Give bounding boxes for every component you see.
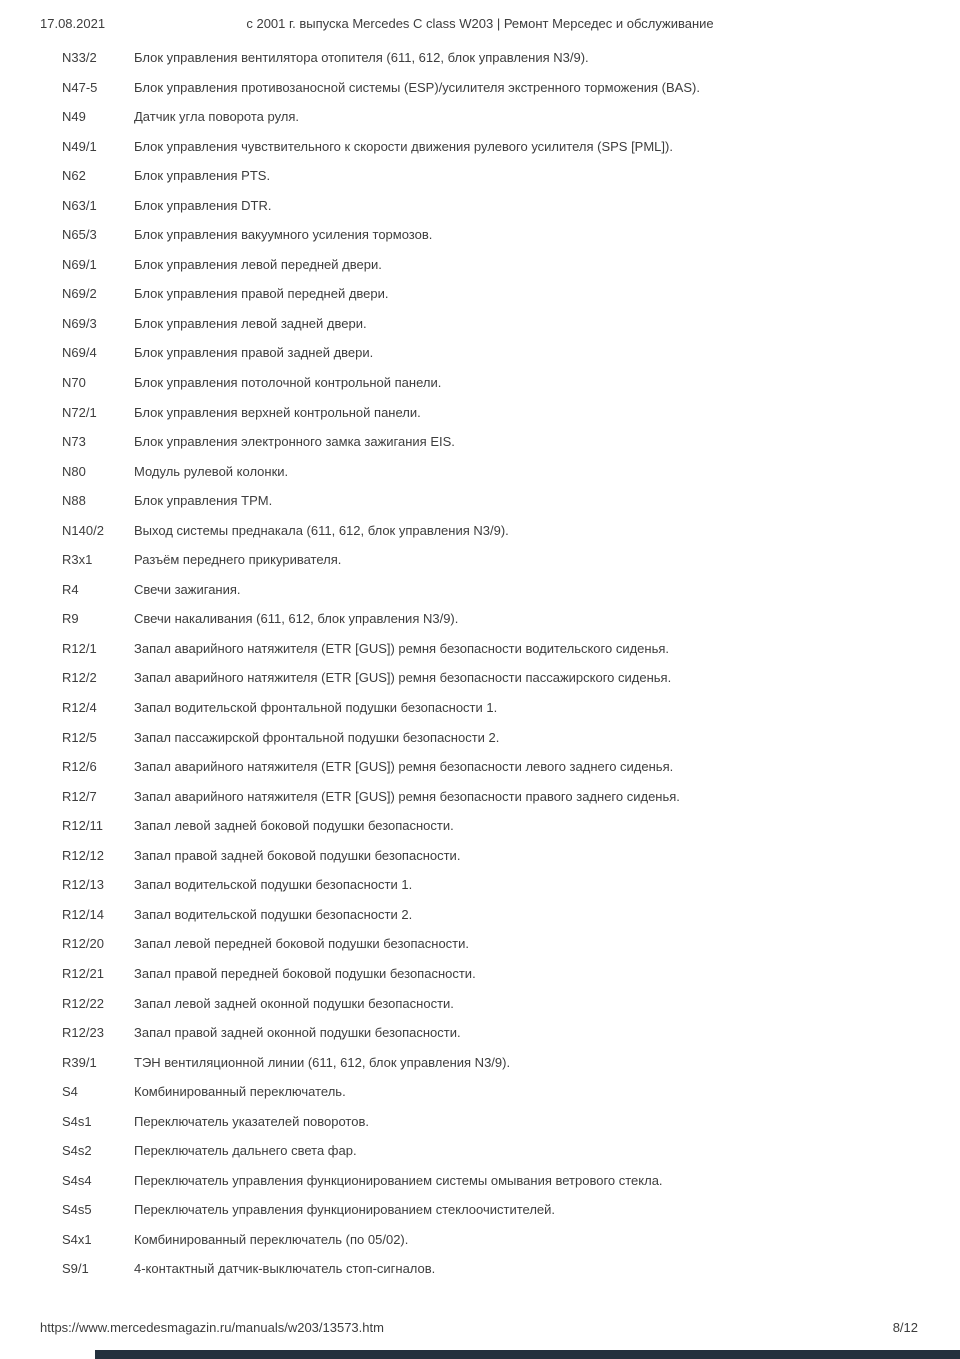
component-row bbox=[0, 109, 960, 139]
component-description: Блок управления вентилятора отопителя (611, 612, блок управления N3/9). bbox=[134, 50, 589, 65]
component-row bbox=[0, 50, 960, 80]
component-row bbox=[0, 493, 960, 523]
component-row bbox=[0, 700, 960, 730]
component-description: Блок управления DTR. bbox=[134, 197, 272, 213]
component-row bbox=[0, 818, 960, 848]
component-code: N69/3 bbox=[62, 315, 97, 331]
component-row bbox=[0, 907, 960, 937]
component-description: Запал правой задней оконной подушки безопасности. bbox=[134, 1025, 461, 1041]
component-description: Свечи накаливания (611, 612, блок управления N3/9). bbox=[134, 611, 459, 627]
component-row bbox=[0, 227, 960, 257]
component-code: R9 bbox=[62, 611, 79, 627]
component-description: Блок управления вакуумного усиления тормозов. bbox=[134, 227, 433, 243]
component-code: R12/13 bbox=[62, 877, 104, 893]
component-code: N65/3 bbox=[62, 227, 97, 243]
component-description: Блок управления противозаносной системы (ESP)/усилителя экстренного торможения (BAS). bbox=[134, 79, 700, 95]
component-description: Модуль рулевой колонки. bbox=[134, 463, 289, 479]
component-row bbox=[0, 1173, 960, 1203]
component-code: N49 bbox=[62, 109, 86, 125]
component-description: Комбинированный переключатель. bbox=[134, 1084, 346, 1100]
component-row bbox=[0, 198, 960, 228]
component-code: S4x1 bbox=[62, 1231, 92, 1247]
component-description: Блок управления потолочной контрольной панели. bbox=[134, 375, 442, 391]
component-code: R12/1 bbox=[62, 640, 97, 656]
component-code: R12/11 bbox=[62, 818, 103, 834]
component-code: N49/1 bbox=[62, 138, 97, 154]
print-footer bbox=[0, 1320, 960, 1338]
component-description: Запал аварийного натяжителя (ETR [GUS]) ремня безопасности водительского сиденья. bbox=[134, 640, 670, 656]
component-code: N80 bbox=[62, 463, 86, 479]
footer-url: https://www.mercedesmagazin.ru/manuals/w203/13573.htm bbox=[40, 1320, 384, 1335]
component-description: Запал аварийного натяжителя (ETR [GUS]) ремня безопасности левого заднего сиденья. bbox=[134, 759, 674, 775]
component-row bbox=[0, 1143, 960, 1173]
component-description: Запал водительской подушки безопасности 2. bbox=[134, 906, 413, 922]
component-description: Запал правой задней боковой подушки безопасности. bbox=[134, 847, 461, 863]
component-code: S4s4 bbox=[62, 1172, 92, 1188]
component-row bbox=[0, 464, 960, 494]
component-code: R3x1 bbox=[62, 552, 93, 568]
component-description: Запал правой передней боковой подушки безопасности. bbox=[134, 965, 476, 981]
component-code: N72/1 bbox=[62, 404, 97, 420]
component-code: N73 bbox=[62, 434, 86, 450]
component-row bbox=[0, 1232, 960, 1262]
component-description: Блок управления левой задней двери. bbox=[134, 315, 367, 331]
component-row bbox=[0, 611, 960, 641]
component-description: Запал пассажирской фронтальной подушки безопасности 2. bbox=[134, 729, 500, 745]
component-code: N69/2 bbox=[62, 286, 97, 302]
component-row bbox=[0, 1055, 960, 1085]
component-description: ТЭН вентиляционной линии (611, 612, блок управления N3/9). bbox=[134, 1054, 511, 1070]
component-row bbox=[0, 139, 960, 169]
component-description: Переключатель управления функционированием системы омывания ветрового стекла. bbox=[134, 1172, 663, 1188]
component-row bbox=[0, 345, 960, 375]
component-description: Переключатель управления функционированием стеклоочистителей. bbox=[134, 1202, 556, 1218]
component-code: N33/2 bbox=[62, 50, 97, 65]
page-title: с 2001 г. выпуска Mercedes C class W203 | Ремонт Мерседес и обслуживание bbox=[246, 16, 714, 31]
component-description: Блок управления левой передней двери. bbox=[134, 256, 382, 272]
component-row bbox=[0, 257, 960, 287]
component-row bbox=[0, 877, 960, 907]
component-row bbox=[0, 1261, 960, 1291]
component-description: Блок управления верхней контрольной панели. bbox=[134, 404, 421, 420]
component-list bbox=[0, 50, 960, 1291]
component-row bbox=[0, 286, 960, 316]
component-code: R12/4 bbox=[62, 700, 97, 716]
component-code: R12/2 bbox=[62, 670, 97, 686]
component-row bbox=[0, 966, 960, 996]
component-row bbox=[0, 1025, 960, 1055]
component-description: Блок управления TPM. bbox=[134, 493, 273, 509]
component-row bbox=[0, 316, 960, 346]
component-description: Запал водительской фронтальной подушки безопасности 1. bbox=[134, 700, 498, 716]
component-row bbox=[0, 641, 960, 671]
component-description: Блок управления чувствительного к скорости движения рулевого усилителя (SPS [PML]). bbox=[134, 138, 673, 154]
component-code: S4 bbox=[62, 1084, 78, 1100]
component-description: Запал левой задней боковой подушки безопасности. bbox=[134, 818, 454, 834]
component-row bbox=[0, 670, 960, 700]
bottom-edge-bar bbox=[95, 1350, 960, 1359]
component-code: N62 bbox=[62, 168, 86, 184]
component-code: S4s1 bbox=[62, 1113, 92, 1129]
component-row bbox=[0, 730, 960, 760]
component-row bbox=[0, 523, 960, 553]
component-row bbox=[0, 582, 960, 612]
component-code: R12/22 bbox=[62, 995, 104, 1011]
component-description: Блок управления правой передней двери. bbox=[134, 286, 389, 302]
print-date: 17.08.2021 bbox=[40, 16, 106, 31]
component-description: Блок управления электронного замка зажигания EIS. bbox=[134, 434, 455, 450]
component-code: R12/23 bbox=[62, 1025, 104, 1041]
component-row bbox=[0, 848, 960, 878]
component-description: Запал водительской подушки безопасности 1. bbox=[134, 877, 413, 893]
component-row bbox=[0, 434, 960, 464]
component-code: N63/1 bbox=[62, 197, 97, 213]
component-description: Переключатель дальнего света фар. bbox=[134, 1143, 357, 1159]
component-row bbox=[0, 375, 960, 405]
component-code: N69/1 bbox=[62, 256, 97, 272]
component-description: Запал аварийного натяжителя (ETR [GUS]) ремня безопасности пассажирского сиденья. bbox=[134, 670, 672, 686]
component-code: S9/1 bbox=[62, 1261, 89, 1277]
component-description: Выход системы преднакала (611, 612, блок управления N3/9). bbox=[134, 522, 509, 538]
component-description: Запал левой задней оконной подушки безопасности. bbox=[134, 995, 454, 1011]
component-row bbox=[0, 996, 960, 1026]
component-description: Свечи зажигания. bbox=[134, 581, 241, 597]
component-code: R12/12 bbox=[62, 847, 104, 863]
component-code: N88 bbox=[62, 493, 86, 509]
component-row bbox=[0, 80, 960, 110]
component-code: S4s5 bbox=[62, 1202, 92, 1218]
component-description: Переключатель указателей поворотов. bbox=[134, 1113, 369, 1129]
component-code: N69/4 bbox=[62, 345, 97, 361]
component-code: R12/5 bbox=[62, 729, 97, 745]
component-code: N140/2 bbox=[62, 522, 104, 538]
print-header bbox=[0, 16, 960, 36]
component-row bbox=[0, 1202, 960, 1232]
footer-page-number: 8/12 bbox=[892, 1320, 918, 1335]
component-code: R12/14 bbox=[62, 906, 104, 922]
component-description: Разъём переднего прикуривателя. bbox=[134, 552, 342, 568]
component-description: 4-контактный датчик-выключатель стоп-сигналов. bbox=[134, 1261, 436, 1277]
component-code: N70 bbox=[62, 375, 86, 391]
component-code: R12/6 bbox=[62, 759, 97, 775]
component-code: R12/7 bbox=[62, 788, 97, 804]
component-row bbox=[0, 759, 960, 789]
component-row bbox=[0, 405, 960, 435]
component-description: Комбинированный переключатель (по 05/02). bbox=[134, 1231, 409, 1247]
component-description: Блок управления правой задней двери. bbox=[134, 345, 374, 361]
component-code: R4 bbox=[62, 581, 79, 597]
component-row bbox=[0, 552, 960, 582]
component-row bbox=[0, 168, 960, 198]
component-code: R12/21 bbox=[62, 965, 104, 981]
component-code: S4s2 bbox=[62, 1143, 92, 1159]
component-description: Датчик угла поворота руля. bbox=[134, 109, 300, 125]
component-description: Запал аварийного натяжителя (ETR [GUS]) ремня безопасности правого заднего сиденья. bbox=[134, 788, 680, 804]
component-code: R12/20 bbox=[62, 936, 104, 952]
component-row bbox=[0, 936, 960, 966]
component-code: N47-5 bbox=[62, 79, 98, 95]
component-description: Запал левой передней боковой подушки безопасности. bbox=[134, 936, 469, 952]
component-row bbox=[0, 1114, 960, 1144]
component-description: Блок управления PTS. bbox=[134, 168, 271, 184]
component-row bbox=[0, 1084, 960, 1114]
component-row bbox=[0, 789, 960, 819]
component-code: R39/1 bbox=[62, 1054, 97, 1070]
